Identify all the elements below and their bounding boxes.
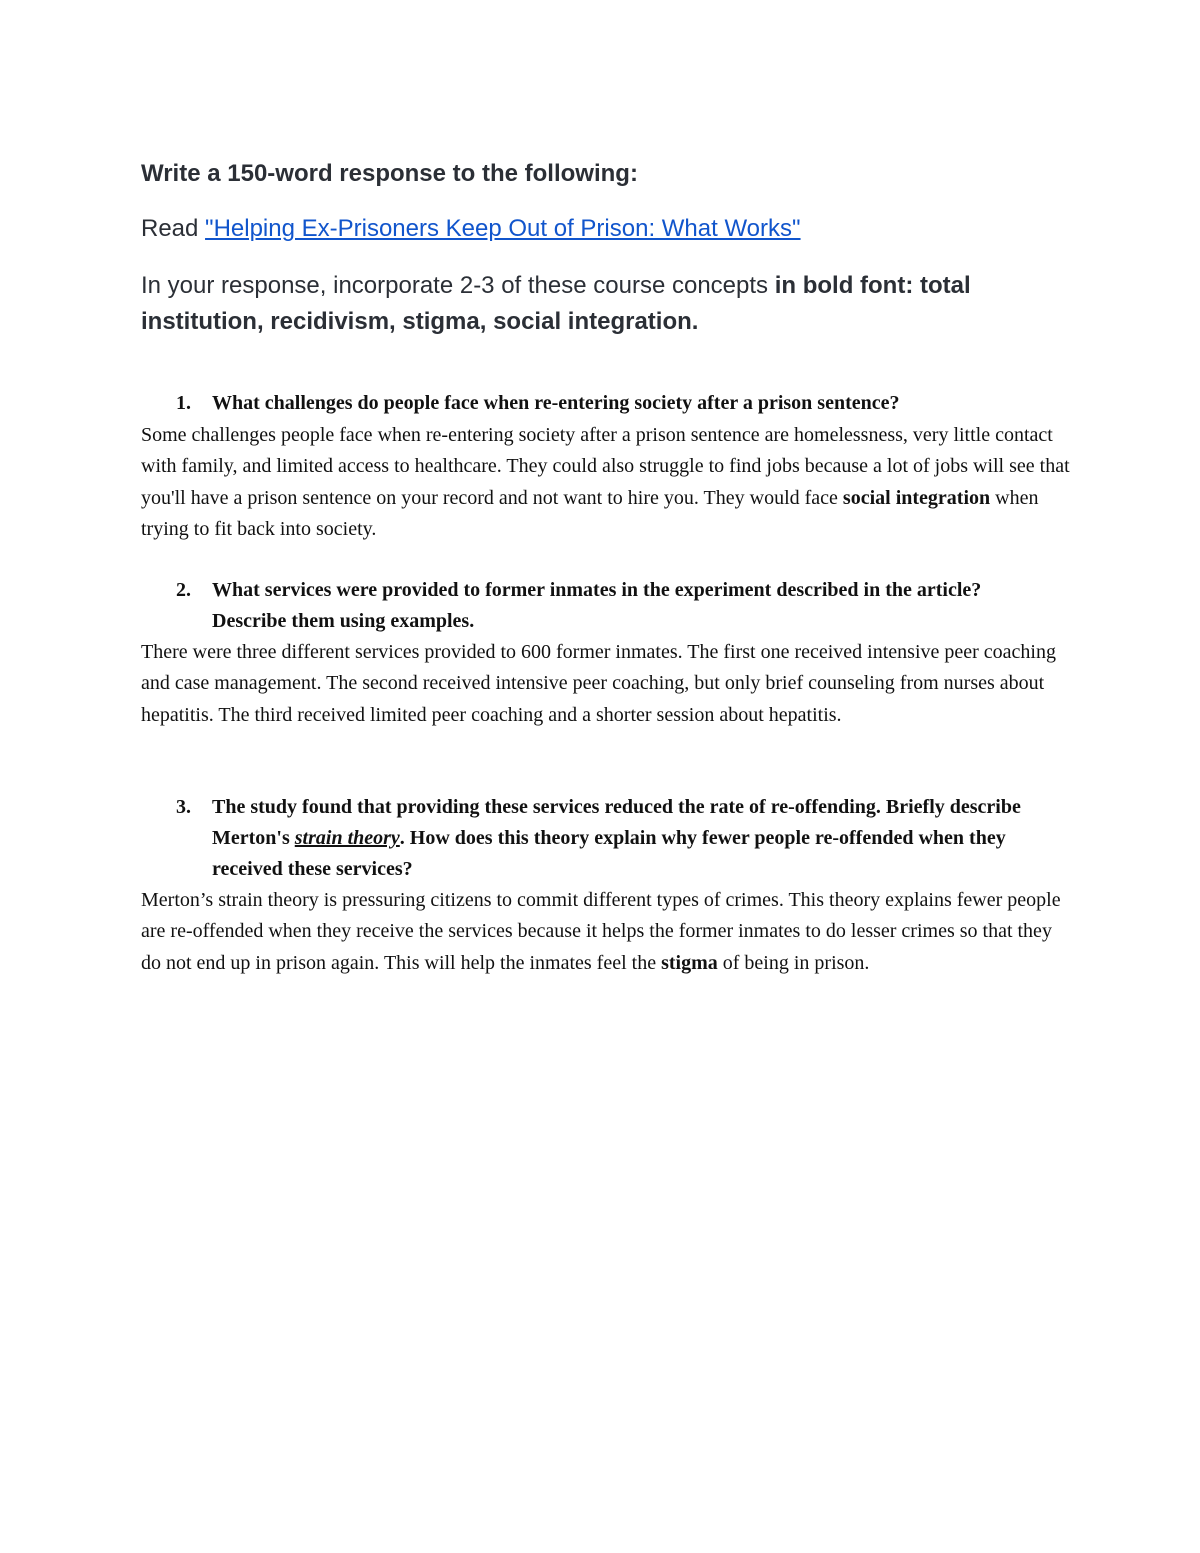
question-2 bbox=[176, 575, 1056, 637]
answer-text: Merton’s strain theory is pressuring citizens to commit different types of crimes. This theory explains fewer people are re-offended when they receive the services because it helps the former inmates to do lesser crimes so that they do not end up in prison again. This will help the inmates feel the bbox=[141, 889, 1061, 974]
answer-2 bbox=[141, 637, 1071, 731]
question-text bbox=[212, 792, 1056, 885]
answer-concept-bold: stigma bbox=[661, 951, 718, 974]
strain-theory-term: strain theory bbox=[294, 827, 400, 849]
answer-text: Some challenges people face when re-entering society after a prison sentence are homelessness, very little contact with family, and limited access to healthcare. They could also struggle to find jobs because a lot of jobs will see that you'll have a prison sentence on your record and not want to hire you. They would face bbox=[141, 424, 1070, 509]
answer-text-end: of being in prison. bbox=[717, 951, 870, 974]
answer-concept-bold: social integration bbox=[842, 486, 991, 509]
assignment-heading: Write a 150-word response to the following: bbox=[141, 160, 638, 187]
answer-3 bbox=[141, 885, 1071, 979]
question-number: 1. bbox=[176, 392, 191, 414]
concepts-intro: In your response, incorporate 2-3 of these course concepts bbox=[141, 272, 775, 299]
answer-text-end: when trying to fit back into society. bbox=[141, 486, 1039, 540]
read-prefix: Read bbox=[141, 215, 206, 242]
question-text: What challenges do people face when re-entering society after a prison sentence? bbox=[212, 392, 900, 414]
question-number: 3. bbox=[176, 796, 191, 818]
concepts-instruction bbox=[141, 268, 1071, 340]
read-instruction bbox=[141, 215, 801, 243]
question-number: 2. bbox=[176, 579, 191, 601]
article-link[interactable]: "Helping Ex-Prisoners Keep Out of Prison: What Works" bbox=[205, 215, 801, 242]
question-1 bbox=[176, 388, 1056, 419]
concepts-list: total institution, recidivism, stigma, social integration. bbox=[141, 272, 971, 335]
question-3 bbox=[176, 792, 1056, 885]
question-text-end: . How does this theory explain why fewer people re-offended when they received these services? bbox=[212, 827, 1006, 880]
answer-text: There were three different services provided to 600 former inmates. The first one received intensive peer coaching and case management. The second received intensive peer coaching, but only brief counseling from nurses about hepatitis. The third received limited peer coaching and a shorter session about hepatitis. bbox=[141, 641, 1056, 726]
concepts-bold-instruction: in bold font: bbox=[774, 272, 914, 299]
question-text-start: The study found that providing these services reduced the rate of re-offending. Briefly describe Merton's bbox=[212, 796, 1021, 849]
question-text: What services were provided to former inmates in the experiment described in the article? Describe them using examples. bbox=[212, 579, 982, 632]
answer-1 bbox=[141, 420, 1071, 545]
